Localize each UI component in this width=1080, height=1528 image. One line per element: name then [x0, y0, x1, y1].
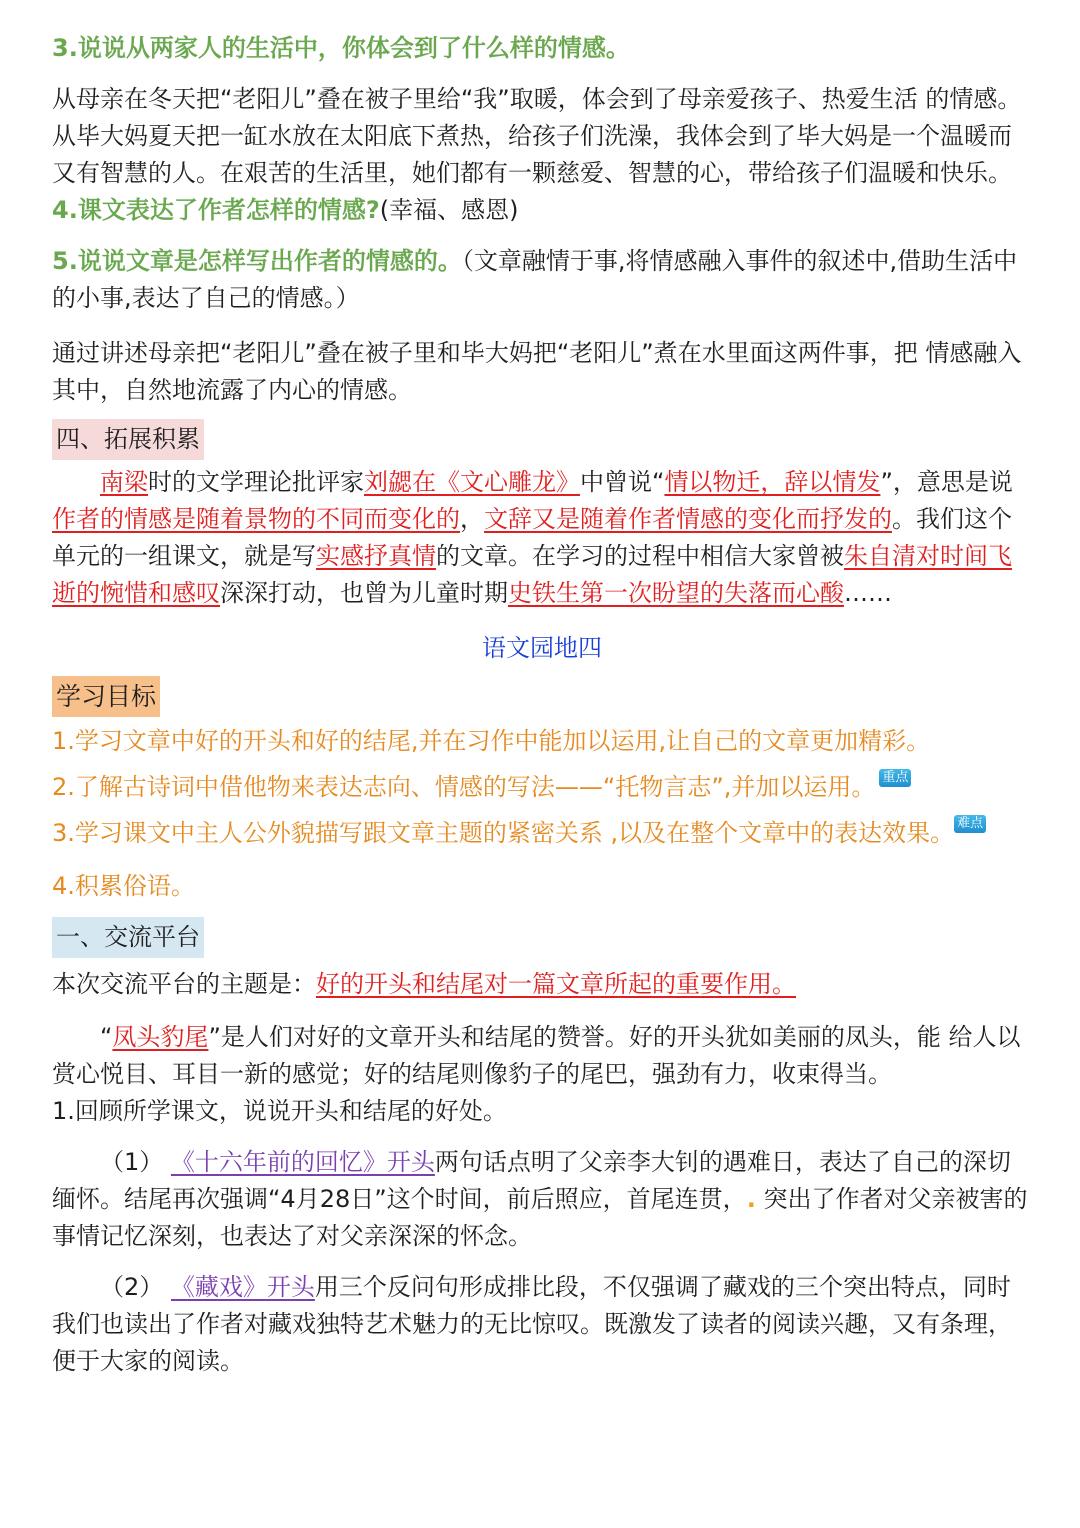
question-4 — [52, 192, 1032, 229]
text-segment: ， — [460, 505, 484, 533]
text-segment: 两句话点明了父亲李大钊的遇难日，表达了自己的深切缅怀。结尾再次强调“4月28日”这个时间，前后照应，首尾连贯， — [52, 1148, 1011, 1213]
highlight-meaning-1: 作者的情感是随着景物的不同而变化的 — [52, 505, 460, 533]
text-segment: 中曾说“ — [580, 468, 665, 496]
highlight-liuxie: 刘勰在《文心雕龙》 — [364, 468, 580, 496]
question-4-title: 4.课文表达了作者怎样的情感? — [52, 196, 380, 224]
review-item-2 — [52, 1269, 1032, 1380]
question-3-title: 3.说说从两家人的生活中，你体会到了什么样的情感。 — [52, 34, 630, 62]
question-3-answer: 从母亲在冬天把“老阳儿”叠在被子里给“我”取暖，体会到了母亲爱孩子、热爱生活 的情感。从毕大妈夏天把一缸水放在太阳底下煮热，给孩子们洗澡，我体会到了毕大妈是一个温暖而又有智慧的人。在艰苦的生活里，她们都有一颗慈爱、智慧的心，带给孩子们温暖和快乐。 — [52, 85, 1022, 187]
difficult-point-badge: 难点 — [954, 815, 986, 833]
text-segment: 突出了作者对父亲被害的事情记忆深刻，也表达了对父亲深深的怀念。 — [52, 1185, 1028, 1250]
theme-prefix: 本次交流平台的主题是： — [52, 970, 316, 998]
item-number: （1） — [100, 1148, 164, 1176]
text-segment: 时的文学理论批评家 — [148, 468, 364, 496]
goals-heading: 学习目标 — [52, 676, 160, 717]
goal-2-text: 2.了解古诗词中借他物来表达志向、情感的写法——“托物言志”,并加以运用。 — [52, 773, 876, 801]
goal-3 — [52, 815, 1032, 852]
question-5 — [52, 243, 1032, 317]
review-question: 1.回顾所学课文，说说开头和结尾的好处。 — [52, 1097, 507, 1125]
exchange-theme — [52, 966, 1032, 1003]
text-segment: 用三个反问句形成排比段，不仅强调了藏戏的三个突出特点，同时我们也读出了作者对藏戏独特艺术魅力的无比惊叹。既激发了读者的阅读兴趣，又有条理，便于大家的阅读。 — [52, 1273, 1012, 1375]
text-segment: 深深打动，也曾为儿童时期 — [220, 579, 508, 607]
review-item-1 — [52, 1144, 1032, 1255]
section-1-heading-row — [52, 917, 1032, 958]
dot-mark: . — [746, 1185, 756, 1213]
key-point-badge: 重点 — [879, 769, 911, 787]
item-number: （2） — [100, 1273, 164, 1301]
text-segment: 的文章。在学习的过程中相信大家曾被 — [436, 542, 844, 570]
section-1-heading: 一、交流平台 — [52, 917, 204, 958]
lesson-link-16-years: 《十六年前的回忆》开头 — [170, 1148, 435, 1176]
question-4-answer: (幸福、感恩) — [379, 196, 519, 224]
highlight-nanliang: 南梁 — [100, 468, 148, 496]
lesson-link-zangxi: 《藏戏》开头 — [170, 1273, 315, 1301]
highlight-shitiesheng: 史铁生第一次盼望的失落而心酸 — [508, 579, 844, 607]
theme-text: 好的开头和结尾对一篇文章所起的重要作用。 — [316, 970, 796, 998]
text-segment: ”，意思是说 — [880, 468, 1013, 496]
text-segment: …… — [844, 579, 892, 607]
phoenix-paragraph — [52, 1019, 1032, 1093]
goal-4: 4.积累俗语。 — [52, 872, 195, 900]
highlight-true-feeling: 实感抒真情 — [316, 542, 436, 570]
goal-3-text: 3.学习课文中主人公外貌描写跟文章主题的紧密关系 ,以及在整个文章中的表达效果。 — [52, 819, 955, 847]
goals-heading-row — [52, 676, 1032, 717]
highlight-quote: 情以物迁，辞以情发 — [664, 468, 881, 496]
section-4-heading: 四、拓展积累 — [52, 419, 204, 460]
highlight-zhuziqing: 朱自清对时间飞逝的惋惜和感叹 — [52, 542, 1012, 607]
highlight-meaning-2: 文辞又是随着作者情感的变化而抒发的 — [484, 505, 892, 533]
section-4-heading-row — [52, 419, 1032, 460]
document-page — [52, 28, 1032, 1380]
section-4-paragraph — [52, 464, 1032, 612]
term-fengtou-baowei: 凤头豹尾 — [112, 1023, 209, 1051]
question-5-title: 5.说说文章是怎样写出作者的情感的。 — [52, 247, 462, 275]
goal-2 — [52, 769, 1032, 806]
question-5-answer: 通过讲述母亲把“老阳儿”叠在被子里和毕大妈把“老阳儿”煮在水里面这两件事，把 情感融入其中，自然地流露了内心的情感。 — [52, 339, 1022, 404]
garden-title: 语文园地四 — [482, 634, 602, 662]
text-segment: 。我们这个单元的一组课文，就是写 — [52, 505, 1012, 570]
text-segment: “ — [100, 1023, 113, 1051]
question-5-note: （文章融情于事,将情感融入事件的叙述中,借助生活中的小事,表达了自己的情感。） — [52, 247, 1018, 312]
goal-1: 1.学习文章中好的开头和好的结尾,并在习作中能加以运用,让自己的文章更加精彩。 — [52, 727, 931, 755]
text-segment: ”是人们对好的文章开头和结尾的赞誉。好的开头犹如美丽的凤头，能 给人以赏心悦目、耳目一新的感觉；好的结尾则像豹子的尾巴，强劲有力，收束得当。 — [52, 1023, 1021, 1088]
